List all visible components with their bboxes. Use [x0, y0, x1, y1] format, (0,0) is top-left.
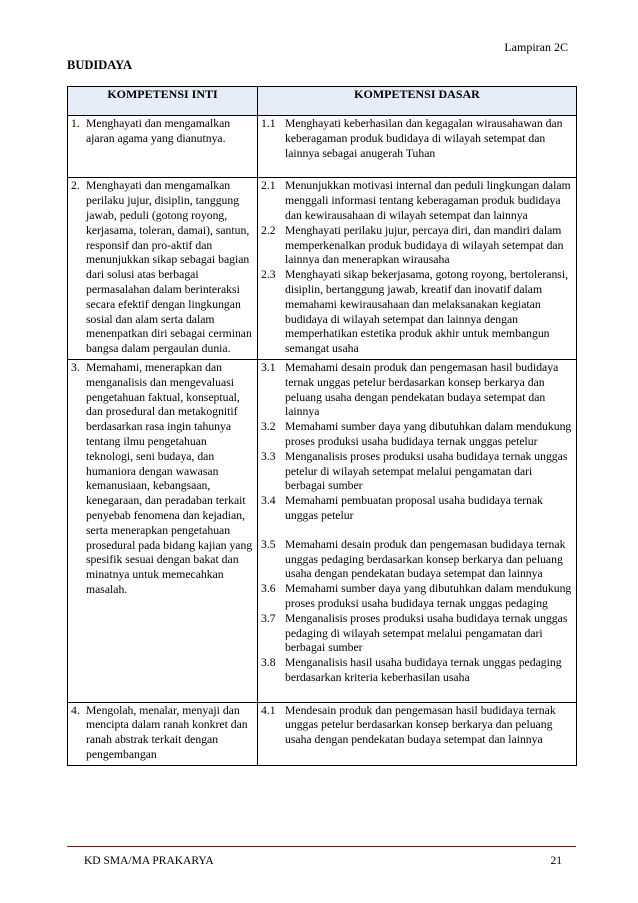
table-row [68, 178, 577, 360]
ki-item [71, 117, 254, 147]
kd-item [261, 704, 573, 748]
page-number: 21 [550, 855, 562, 867]
ki-text: Menghayati dan mengamalkan perilaku jujur, disiplin, tanggung jawab, peduli (gotong royong, kerjasama, toleran, damai), santun, responsif dan pro-aktif dan menunjukkan sikap sebagai bagian dari solusi atas berbagai permasalahan dalam berinteraksi secara efektif dengan lingkungan sosial dan alam serta dalam menenpatkan diri sebagai cerminan bangsa dalam pergaulan dunia. [86, 179, 252, 356]
kd-item [261, 538, 573, 582]
kd-cell [258, 116, 577, 178]
kd-item [261, 656, 573, 686]
kd-item [261, 450, 573, 494]
kd-item [261, 582, 573, 612]
kd-text: Menghayati sikap bekerjasama, gotong royong, bertoleransi, disiplin, bertanggung jawab, kreatif dan inovatif dalam memahami kewirausahaan dan melaksanakan kegiatan budidaya di wilayah setempat dan lainnya dengan memperhatikan estetika produk akhir untuk membangun semangat usaha [285, 268, 569, 356]
kd-text: Menganalisis hasil usaha budidaya ternak unggas pedaging berdasarkan kriteria keberhasilan usaha [285, 656, 562, 684]
table-header-row [68, 87, 577, 116]
kd-text: Memahami desain produk dan pengemasan hasil budidaya ternak unggas petelur berdasarkan konsep berkarya dan peluang usaha dengan pendekatan budaya setempat dan lainnya [285, 360, 559, 419]
ki-item [71, 361, 254, 598]
kd-number: 4.1 [261, 703, 276, 717]
ki-number: 1. [71, 117, 80, 130]
kd-number: 3.3 [261, 449, 276, 463]
kd-text: Mendesain produk dan pengemasan hasil budidaya ternak unggas petelur berdasarkan konsep berkarya dan peluang usaha dengan pendekatan budaya setempat dan lainnya [285, 703, 556, 747]
kd-number: 3.4 [261, 494, 276, 508]
kd-number: 3.1 [261, 360, 276, 374]
kd-text: Memahami desain produk dan pengemasan budidaya ternak unggas pedaging berdasarkan konsep berkarya dan peluang usaha dengan pendekatan budaya setempat dan lainnya [285, 537, 566, 581]
ki-text: Menghayati dan mengamalkan ajaran agama yang dianutnya. [86, 117, 231, 145]
ki-item [71, 704, 254, 763]
kd-number: 2.3 [261, 268, 276, 282]
table-row [68, 702, 577, 765]
kd-number: 2.2 [261, 223, 276, 237]
lampiran-label: Lampiran 2C [504, 40, 568, 54]
kd-number: 3.5 [261, 537, 276, 551]
kd-number: 3.7 [261, 611, 276, 625]
kd-number: 3.2 [261, 420, 276, 434]
kd-text: Memahami sumber daya yang dibutuhkan dalam mendukung proses produksi usaha budidaya ternak unggas petelur [285, 420, 572, 448]
ki-text: Mengolah, menalar, menyaji dan mencipta dalam ranah konkret dan ranah abstrak terkait dengan pengembangan [86, 703, 248, 762]
kd-item [261, 361, 573, 420]
kd-cell [258, 702, 577, 765]
kd-text: Menunjukkan motivasi internal dan peduli lingkungan dalam menggali informasi tentang keberagaman produk budidaya dan kewirausahaan di wilayah setempat dan lainnya [285, 179, 571, 222]
ki-cell [68, 178, 258, 360]
kd-number: 3.6 [261, 582, 276, 596]
ki-cell [68, 702, 258, 765]
kd-item [261, 420, 573, 450]
ki-cell [68, 116, 258, 178]
kd-text: Memahami pembuatan proposal usaha budidaya ternak unggas petelur [285, 494, 544, 522]
header-kompetensi-inti: KOMPETENSI INTI [68, 87, 258, 116]
table-row [68, 359, 577, 702]
kd-text: Menghayati keberhasilan dan kegagalan wirausahawan dan keberagaman produk budidaya di wilayah setempat dan lainnya sebagai anugerah Tuhan [285, 117, 563, 160]
footer-divider [67, 846, 576, 847]
competency-table [67, 86, 577, 766]
kd-number: 1.1 [261, 117, 276, 130]
kd-item [261, 494, 573, 524]
kd-item [261, 268, 573, 357]
ki-number: 2. [71, 179, 80, 193]
kd-text: Menganalisis proses produksi usaha budidaya ternak unggas pedaging di wilayah setempat melalui pengamatan dari berbagai sumber [285, 611, 568, 655]
kd-item [261, 612, 573, 656]
kd-text: Menganalisis proses produksi usaha budidaya ternak unggas petelur di wilayah setempat melalui pengamatan dari berbagai sumber [285, 449, 568, 493]
table-row [68, 116, 577, 178]
ki-cell [68, 359, 258, 702]
ki-item [71, 179, 254, 357]
ki-text: Memahami, menerapkan dan menganalisis dan mengevaluasi pengetahuan faktual, konseptual, dan prosedural dan metakognitif berdasarkan rasa ingin tahunya tentang ilmu pengetahuan teknologi, seni budaya, dan humaniora dengan wawasan kemanusiaan, kebangsaan, kenegaraan, dan peradaban terkait penyebab fenomena dan kejadian, serta menerapkan pengetahuan prosedural pada bidang kajian yang spesifik sesuai dengan bakat dan minatnya untuk memecahkan masalah. [86, 360, 253, 596]
document-title: BUDIDAYA [67, 58, 133, 72]
kd-cell [258, 359, 577, 702]
kd-cell [258, 178, 577, 360]
footer-title: KD SMA/MA PRAKARYA [84, 855, 214, 867]
kd-text: Menghayati perilaku jujur, percaya diri, dan mandiri dalam memperkenalkan produk budidaya di wilayah setempat dan lainnya dan menerapkan wirausaha [285, 223, 564, 267]
kd-number: 2.1 [261, 179, 276, 193]
kd-item [261, 179, 573, 223]
ki-number: 4. [71, 703, 80, 717]
kd-item [261, 224, 573, 268]
header-kompetensi-dasar: KOMPETENSI DASAR [258, 87, 577, 116]
kd-number: 3.8 [261, 656, 276, 670]
kd-item [261, 117, 573, 161]
ki-number: 3. [71, 360, 80, 374]
kd-text: Memahami sumber daya yang dibutuhkan dalam mendukung proses produksi usaha budidaya ternak unggas pedaging [285, 582, 572, 610]
